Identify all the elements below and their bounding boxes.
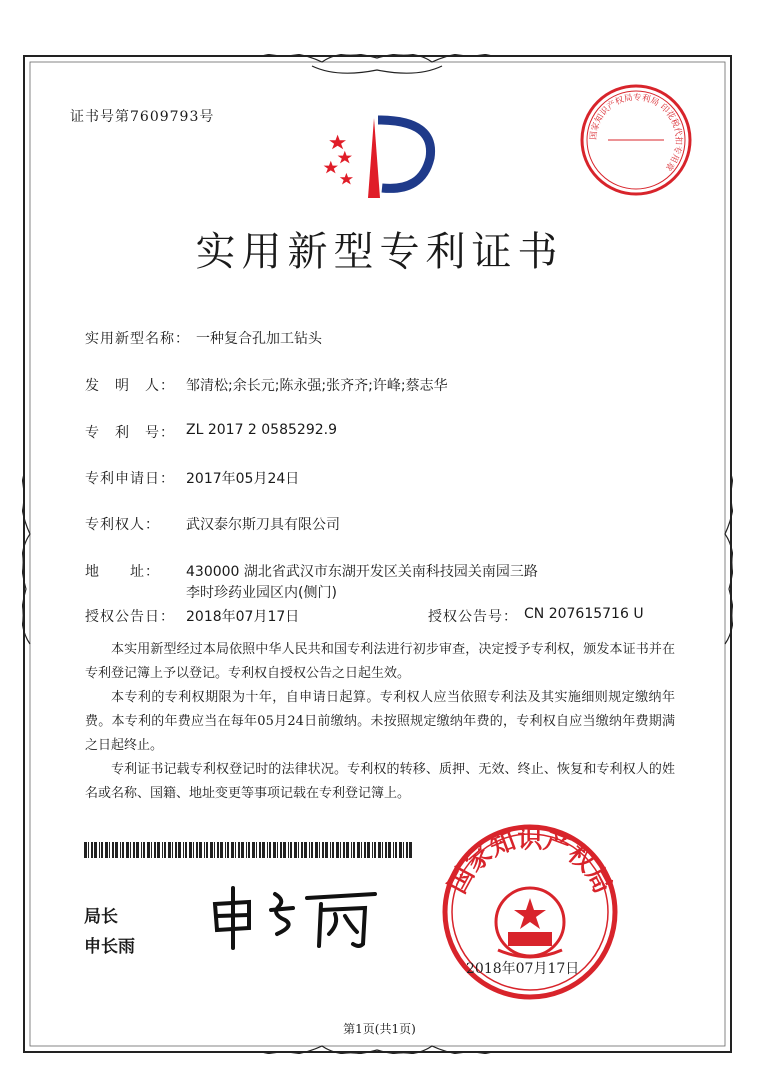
barcode-bar — [94, 842, 97, 858]
barcode-bar — [403, 842, 404, 858]
address-line-2: 李时珍药业园区内(侧门) — [186, 585, 337, 601]
inventor-label: 发 明 人： — [85, 378, 175, 394]
barcode-bar — [91, 842, 93, 858]
barcode-bar — [262, 842, 265, 858]
barcode-bar — [301, 842, 303, 858]
barcode-bar — [99, 842, 100, 858]
barcode-bar — [115, 842, 118, 858]
statement-paragraph-3: 专利证书记载专利权登记时的法律状况。专利权的转移、质押、无效、终止、恢复和专利权人的姓名或名称、国籍、地址变更等事项记载在专利登记簿上。 — [85, 762, 675, 801]
patent-number-value: ZL 2017 2 0585292.9 — [186, 422, 337, 438]
barcode-bar — [409, 842, 412, 858]
director-title: 局长 — [84, 907, 118, 927]
barcode-bar — [84, 842, 87, 858]
small-seal-text: 国家知识产权局专利局 印花税代扣专用章 — [588, 92, 684, 173]
barcode-bar — [315, 842, 318, 858]
barcode-bar — [340, 842, 341, 858]
page-footer: 第1页(共1页) — [343, 1022, 416, 1036]
barcode-bar — [235, 842, 236, 858]
barcode-bar — [269, 842, 271, 858]
stamp-duty-seal — [578, 82, 694, 198]
barcode-bar — [120, 842, 121, 858]
patentee-value: 武汉泰尔斯刀具有限公司 — [186, 517, 340, 533]
director-name: 申长雨 — [84, 937, 135, 957]
barcode-bar — [199, 842, 202, 858]
barcode-bar — [311, 842, 313, 858]
barcode-bar — [246, 842, 247, 858]
barcode-bar — [206, 842, 208, 858]
barcode-bar — [164, 842, 166, 858]
barcode-bar — [175, 842, 177, 858]
certificate-statement — [85, 638, 675, 806]
barcode-bar — [259, 842, 261, 858]
barcode-bar — [193, 842, 194, 858]
barcode-bar — [378, 842, 381, 858]
patent-number-label: 专 利 号： — [85, 425, 175, 441]
grant-date-value: 2018年07月17日 — [186, 609, 300, 625]
barcode-bar — [256, 842, 257, 858]
patentee-label: 专利权人： — [85, 517, 160, 533]
address-line-1: 430000 湖北省武汉市东湖开发区关南科技园关南园三路 — [186, 564, 538, 580]
barcode-icon — [84, 842, 412, 858]
barcode-bar — [294, 842, 297, 858]
barcode-bar — [280, 842, 282, 858]
barcode-bar — [336, 842, 339, 858]
name-value: 一种复合孔加工钻头 — [196, 331, 322, 347]
barcode-bar — [189, 842, 192, 858]
grant-number-label: 授权公告号： — [428, 609, 518, 625]
barcode-bar — [304, 842, 307, 858]
barcode-bar — [290, 842, 292, 858]
inventor-value: 邹清松;余长元;陈永强;张齐齐;许峰;蔡志华 — [186, 378, 448, 394]
barcode-bar — [227, 842, 229, 858]
barcode-bar — [168, 842, 171, 858]
barcode-bar — [217, 842, 219, 858]
barcode-bar — [133, 842, 135, 858]
barcode-bar — [277, 842, 278, 858]
barcode-bar — [353, 842, 355, 858]
barcode-bar — [112, 842, 114, 858]
barcode-bar — [101, 842, 103, 858]
barcode-bar — [241, 842, 244, 858]
statement-paragraph-1: 本实用新型经过本局依照中华人民共和国专利法进行初步审查，决定授予专利权，颁发本证书并在专利登记簿上予以登记。专利权自授权公告之日起生效。 — [85, 642, 675, 681]
grant-number-value: CN 207615716 U — [524, 606, 644, 622]
barcode-bar — [343, 842, 345, 858]
grant-date-label: 授权公告日： — [85, 609, 175, 625]
barcode-bar — [157, 842, 160, 858]
barcode-bar — [143, 842, 145, 858]
statement-paragraph-2: 本专利的专利权期限为十年，自申请日起算。专利权人应当依照专利法及其实施细则规定缴纳年费。本专利的年费应当在每年05月24日前缴纳。未按照规定缴纳年费的，专利权自应当缴纳年费期满之日起终止。 — [85, 690, 675, 753]
barcode-bar — [322, 842, 324, 858]
barcode-bar — [385, 842, 387, 858]
barcode-bar — [382, 842, 383, 858]
certificate-number: 证书号第7609793号 — [70, 109, 215, 125]
barcode-bar — [178, 842, 181, 858]
barcode-bar — [406, 842, 408, 858]
barcode-bar — [288, 842, 289, 858]
barcode-bar — [210, 842, 213, 858]
barcode-bar — [395, 842, 397, 858]
seal-text: 国家知识产权局 — [442, 824, 618, 898]
barcode-bar — [126, 842, 129, 858]
address-label: 地 址： — [85, 564, 160, 580]
barcode-bar — [204, 842, 205, 858]
barcode-bar — [346, 842, 349, 858]
barcode-bar — [364, 842, 366, 858]
barcode-bar — [248, 842, 250, 858]
barcode-bar — [319, 842, 320, 858]
barcode-bar — [372, 842, 373, 858]
barcode-bar — [225, 842, 226, 858]
barcode-bar — [298, 842, 299, 858]
barcode-bar — [172, 842, 173, 858]
barcode-bar — [154, 842, 156, 858]
barcode-bar — [238, 842, 240, 858]
barcode-bar — [399, 842, 402, 858]
barcode-bar — [196, 842, 198, 858]
barcode-bar — [185, 842, 187, 858]
barcode-bar — [332, 842, 334, 858]
barcode-bar — [231, 842, 234, 858]
barcode-bar — [388, 842, 391, 858]
filing-date-label: 专利申请日： — [85, 471, 175, 487]
director-signature — [205, 880, 385, 950]
barcode-bar — [109, 842, 110, 858]
barcode-bar — [88, 842, 89, 858]
barcode-bar — [325, 842, 328, 858]
barcode-bar — [283, 842, 286, 858]
barcode-bar — [267, 842, 268, 858]
barcode-bar — [183, 842, 184, 858]
barcode-bar — [220, 842, 223, 858]
patent-office-logo-icon — [318, 114, 444, 200]
barcode-bar — [147, 842, 150, 858]
barcode-bar — [330, 842, 331, 858]
certificate-title: 实用新型专利证书 — [195, 229, 564, 275]
barcode-bar — [214, 842, 215, 858]
barcode-bar — [361, 842, 362, 858]
name-label: 实用新型名称： — [85, 331, 190, 347]
barcode-bar — [122, 842, 124, 858]
barcode-bar — [357, 842, 360, 858]
barcode-bar — [309, 842, 310, 858]
barcode-bar — [374, 842, 376, 858]
barcode-bar — [351, 842, 352, 858]
barcode-bar — [252, 842, 255, 858]
barcode-bar — [105, 842, 108, 858]
barcode-bar — [393, 842, 394, 858]
barcode-bar — [130, 842, 131, 858]
seal-date: 2018年07月17日 — [466, 961, 580, 977]
barcode-bar — [136, 842, 139, 858]
barcode-bar — [151, 842, 152, 858]
barcode-bar — [367, 842, 370, 858]
barcode-bar — [273, 842, 276, 858]
barcode-bar — [162, 842, 163, 858]
barcode-bar — [141, 842, 142, 858]
filing-date-value: 2017年05月24日 — [186, 471, 300, 487]
